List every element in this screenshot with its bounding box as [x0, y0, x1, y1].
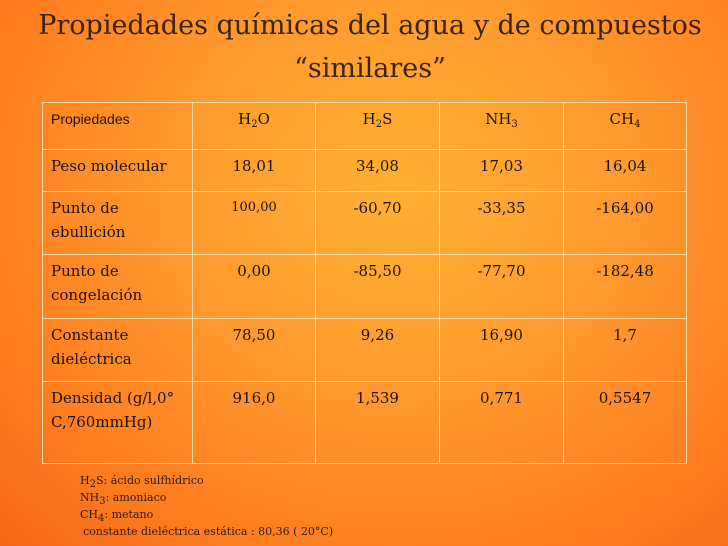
footnote-dielectric: constante dieléctrica estática : 80,36 ( 20°C)	[83, 525, 334, 538]
table-cell: 1,7	[564, 318, 687, 381]
header-properties: Propiedades	[43, 103, 193, 150]
table-cell: 16,90	[440, 318, 564, 381]
header-h2o: $H_2O$	[193, 103, 316, 150]
table-cell: -60,70	[316, 192, 440, 255]
slide-title-line-2: “similares”	[294, 53, 446, 84]
table-row-freezing-point	[43, 255, 687, 318]
table-header-row	[43, 103, 687, 150]
row-label: Constante dieléctrica	[43, 318, 193, 381]
slide-title	[30, 4, 710, 90]
table-cell: -33,35	[440, 192, 564, 255]
footnotes	[80, 472, 400, 540]
table-cell: 0,771	[440, 381, 564, 463]
footnote-h2s: $H_2S$: ácido sulfhídrico	[80, 474, 204, 490]
properties-table	[42, 102, 687, 464]
table-cell: 17,03	[440, 150, 564, 192]
table-cell: 0,5547	[564, 381, 687, 463]
table-cell: 100,00	[193, 192, 316, 255]
table-cell: -85,50	[316, 255, 440, 318]
table-cell: 9,26	[316, 318, 440, 381]
table-row-dielectric-constant	[43, 318, 687, 381]
row-label: Punto de ebullición	[43, 192, 193, 255]
table-cell: 16,04	[564, 150, 687, 192]
slide-title-line-1: Propiedades químicas del agua y de compuestos	[38, 10, 702, 41]
row-label: Densidad (g/l,0°C,760mmHg)	[43, 381, 193, 463]
header-h2s: $H_2S$	[316, 103, 440, 150]
header-ch4: $CH_4$	[564, 103, 687, 150]
header-nh3: $NH_3$	[440, 103, 564, 150]
table-cell: 78,50	[193, 318, 316, 381]
table-cell: 34,08	[316, 150, 440, 192]
table-row-boiling-point	[43, 192, 687, 255]
table-cell: 0,00	[193, 255, 316, 318]
table-cell: -164,00	[564, 192, 687, 255]
table-row-molecular-weight	[43, 150, 687, 192]
footnote-nh3: $NH_3$: amoniaco	[80, 491, 167, 507]
table-cell: 18,01	[193, 150, 316, 192]
footnote-ch4: $CH_4$: metano	[80, 508, 154, 524]
table-cell: 1,539	[316, 381, 440, 463]
table-cell: 916,0	[193, 381, 316, 463]
table-cell: -182,48	[564, 255, 687, 318]
row-label: Peso molecular	[43, 150, 193, 192]
table-cell: -77,70	[440, 255, 564, 318]
table-row-density	[43, 381, 687, 463]
row-label: Punto de congelación	[43, 255, 193, 318]
